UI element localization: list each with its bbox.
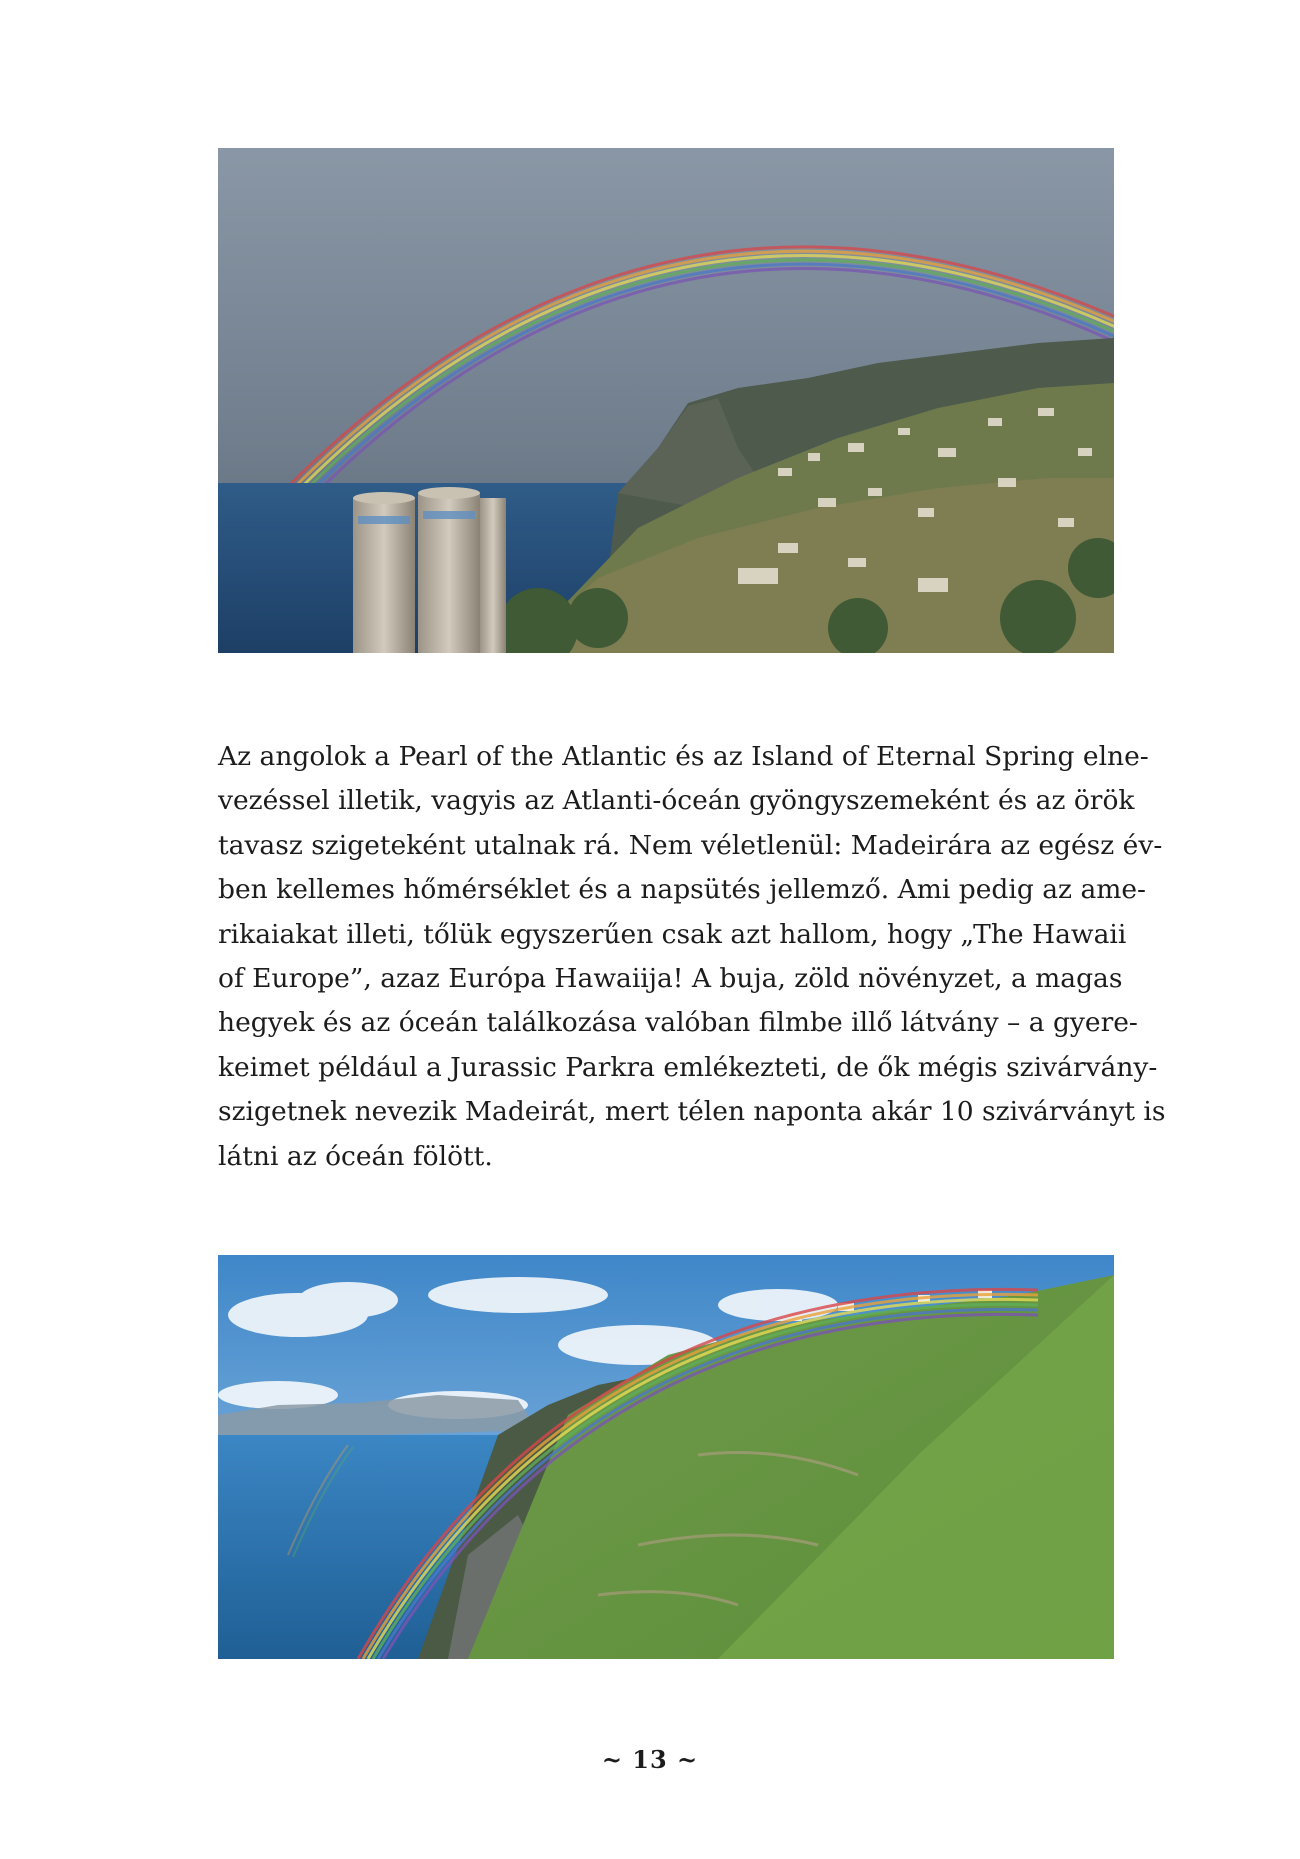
paragraph-line: of Europe”, azaz Európa Hawaiija! A buja, zöld növényzet, a magas bbox=[218, 963, 1123, 995]
paragraph-line: Az angolok a Pearl of the Atlantic és az Island of Eternal Spring elne- bbox=[218, 741, 1149, 772]
photo-rainbow-green-cliff-image bbox=[218, 1255, 1114, 1659]
photo-rainbow-coastal-town bbox=[218, 148, 1114, 653]
body-paragraph bbox=[218, 735, 1166, 1179]
paragraph-line: hegyek és az óceán találkozása valóban filmbe illő látvány – a gyere- bbox=[218, 1007, 1138, 1039]
photo-rainbow-coastal-town-image bbox=[218, 148, 1114, 653]
paragraph-line: vezéssel illetik, vagyis az Atlanti-óceán gyöngyszemeként és az örök bbox=[218, 785, 1135, 817]
paragraph-line: ben kellemes hőmérséklet és a napsütés jellemző. Ami pedig az ame- bbox=[218, 874, 1147, 906]
paragraph-line: rikaiakat illeti, tőlük egyszerűen csak azt hallom, hogy „The Hawaii bbox=[218, 918, 1127, 950]
paragraph-line: keimet például a Jurassic Parkra emlékezteti, de ők mégis szivárvány- bbox=[218, 1051, 1158, 1083]
paragraph-line: látni az óceán fölött. bbox=[218, 1140, 493, 1172]
paragraph-line: szigetnek nevezik Madeirát, mert télen naponta akár 10 szivárványt is bbox=[218, 1096, 1166, 1128]
page-number: ~ 13 ~ bbox=[601, 1745, 699, 1774]
photo-rainbow-green-cliff bbox=[218, 1255, 1114, 1659]
paragraph-line: tavasz szigeteként utalnak rá. Nem véletlenül: Madeirára az egész év- bbox=[218, 829, 1163, 861]
